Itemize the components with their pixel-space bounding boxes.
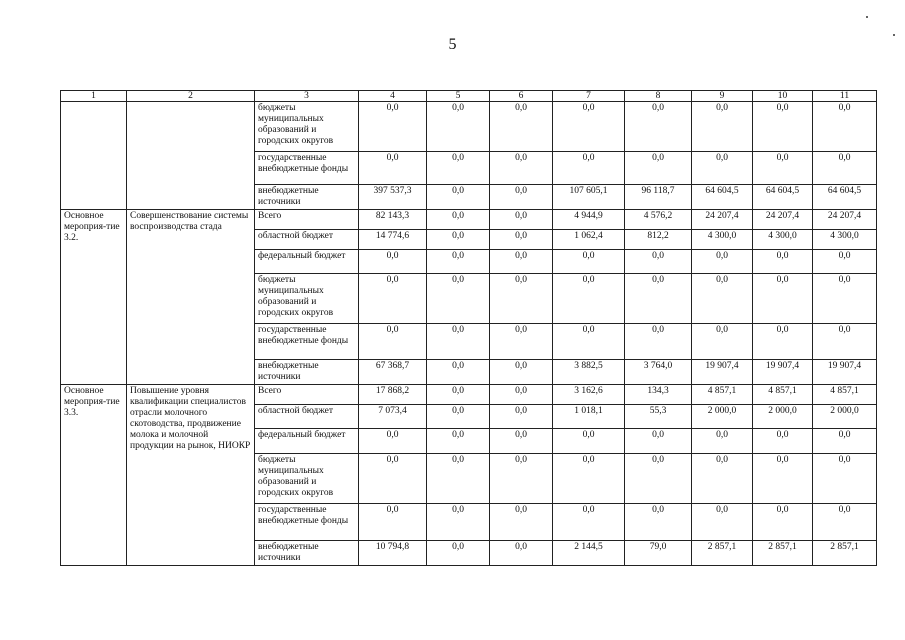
amount-cell: 397 537,3 [359,185,427,210]
page-number: 5 [448,36,457,53]
amount-cell: 4 300,0 [692,230,753,250]
amount-cell: 0,0 [753,250,813,274]
event-name-cell: Повышение уровня квалификации специалистов отрасли молочного скотоводства, продвижение молока и молочной продукции на рынок, НИОКР [127,385,255,566]
amount-cell: 0,0 [813,429,877,454]
amount-cell: 812,2 [625,230,692,250]
amount-cell: 0,0 [753,429,813,454]
amount-cell: 4 857,1 [692,385,753,405]
amount-cell: 0,0 [813,250,877,274]
amount-cell: 0,0 [553,454,625,504]
amount-cell: 0,0 [490,541,553,566]
amount-cell: 134,3 [625,385,692,405]
amount-cell: 0,0 [490,152,553,185]
amount-cell: 0,0 [427,230,490,250]
amount-cell: 79,0 [625,541,692,566]
amount-cell: 0,0 [813,504,877,541]
amount-cell: 19 907,4 [692,360,753,385]
amount-cell: 0,0 [490,210,553,230]
amount-cell: 0,0 [427,274,490,324]
funding-source-cell: Всего [255,385,359,405]
funding-source-cell: государственные внебюджетные фонды [255,152,359,185]
event-code-cell [61,102,127,210]
amount-cell: 107 605,1 [553,185,625,210]
amount-cell: 0,0 [490,102,553,152]
amount-cell: 64 604,5 [813,185,877,210]
amount-cell: 0,0 [359,429,427,454]
amount-cell: 0,0 [692,152,753,185]
amount-cell: 0,0 [625,152,692,185]
amount-cell: 0,0 [359,324,427,360]
header-row [61,91,877,102]
header-cell: 3 [255,91,359,102]
amount-cell: 0,0 [490,230,553,250]
funding-source-cell: областной бюджет [255,405,359,429]
amount-cell: 2 144,5 [553,541,625,566]
amount-cell: 67 368,7 [359,360,427,385]
amount-cell: 0,0 [359,504,427,541]
funding-source-cell: федеральный бюджет [255,429,359,454]
amount-cell: 82 143,3 [359,210,427,230]
amount-cell: 24 207,4 [753,210,813,230]
amount-cell: 0,0 [753,504,813,541]
amount-cell: 4 300,0 [753,230,813,250]
header-cell: 2 [127,91,255,102]
amount-cell: 0,0 [753,324,813,360]
header-cell: 10 [753,91,813,102]
funding-source-cell: внебюджетные источники [255,185,359,210]
amount-cell: 0,0 [427,102,490,152]
amount-cell: 0,0 [553,102,625,152]
amount-cell: 2 857,1 [813,541,877,566]
amount-cell: 0,0 [625,274,692,324]
amount-cell: 0,0 [692,324,753,360]
amount-cell: 14 774,6 [359,230,427,250]
amount-cell: 0,0 [753,152,813,185]
amount-cell: 0,0 [692,454,753,504]
amount-cell: 4 857,1 [813,385,877,405]
amount-cell: 0,0 [427,210,490,230]
funding-source-cell: федеральный бюджет [255,250,359,274]
amount-cell: 0,0 [427,504,490,541]
amount-cell: 0,0 [490,454,553,504]
budget-table [60,90,877,566]
funding-source-cell: областной бюджет [255,230,359,250]
amount-cell: 4 857,1 [753,385,813,405]
amount-cell: 4 576,2 [625,210,692,230]
amount-cell: 0,0 [813,324,877,360]
amount-cell: 0,0 [753,274,813,324]
amount-cell: 0,0 [553,250,625,274]
header-cell: 5 [427,91,490,102]
amount-cell: 4 300,0 [813,230,877,250]
amount-cell: 0,0 [427,405,490,429]
amount-cell: 19 907,4 [813,360,877,385]
header-cell: 1 [61,91,127,102]
amount-cell: 0,0 [490,250,553,274]
amount-cell: 2 857,1 [753,541,813,566]
header-cell: 9 [692,91,753,102]
amount-cell: 0,0 [427,185,490,210]
header-cell: 4 [359,91,427,102]
amount-cell: 0,0 [490,185,553,210]
amount-cell: 0,0 [427,541,490,566]
event-code-cell: Основное мероприя-тие 3.3. [61,385,127,566]
amount-cell: 0,0 [553,152,625,185]
amount-cell: 19 907,4 [753,360,813,385]
amount-cell: 0,0 [427,429,490,454]
amount-cell: 0,0 [692,102,753,152]
amount-cell: 0,0 [427,324,490,360]
scan-speck [866,16,868,18]
header-cell: 7 [553,91,625,102]
amount-cell: 2 000,0 [753,405,813,429]
amount-cell: 0,0 [753,102,813,152]
amount-cell: 1 018,1 [553,405,625,429]
amount-cell: 2 000,0 [813,405,877,429]
amount-cell: 0,0 [427,360,490,385]
funding-source-cell: государственные внебюджетные фонды [255,504,359,541]
amount-cell: 0,0 [625,102,692,152]
table-row [61,102,877,152]
amount-cell: 0,0 [625,454,692,504]
amount-cell: 10 794,8 [359,541,427,566]
amount-cell: 0,0 [692,250,753,274]
amount-cell: 96 118,7 [625,185,692,210]
table-row [61,385,877,405]
amount-cell: 0,0 [490,324,553,360]
amount-cell: 4 944,9 [553,210,625,230]
amount-cell: 0,0 [553,324,625,360]
funding-source-cell: Всего [255,210,359,230]
amount-cell: 0,0 [813,102,877,152]
amount-cell: 0,0 [490,274,553,324]
amount-cell: 2 857,1 [692,541,753,566]
amount-cell: 0,0 [813,454,877,504]
amount-cell: 0,0 [427,385,490,405]
amount-cell: 0,0 [359,102,427,152]
amount-cell: 3 882,5 [553,360,625,385]
event-name-cell [127,102,255,210]
amount-cell: 24 207,4 [813,210,877,230]
amount-cell: 24 207,4 [692,210,753,230]
amount-cell: 0,0 [427,250,490,274]
amount-cell: 3 764,0 [625,360,692,385]
amount-cell: 1 062,4 [553,230,625,250]
amount-cell: 0,0 [427,152,490,185]
amount-cell: 0,0 [359,454,427,504]
header-cell: 6 [490,91,553,102]
amount-cell: 0,0 [553,504,625,541]
amount-cell: 0,0 [692,274,753,324]
amount-cell: 0,0 [553,274,625,324]
amount-cell: 2 000,0 [692,405,753,429]
amount-cell: 64 604,5 [753,185,813,210]
amount-cell: 7 073,4 [359,405,427,429]
amount-cell: 0,0 [490,360,553,385]
amount-cell: 55,3 [625,405,692,429]
amount-cell: 0,0 [553,429,625,454]
funding-source-cell: бюджеты муниципальных образований и городских округов [255,454,359,504]
amount-cell: 0,0 [359,152,427,185]
amount-cell: 0,0 [359,250,427,274]
amount-cell: 64 604,5 [692,185,753,210]
header-cell: 8 [625,91,692,102]
scan-speck [893,34,895,36]
amount-cell: 0,0 [625,324,692,360]
amount-cell: 0,0 [490,429,553,454]
header-cell: 11 [813,91,877,102]
amount-cell: 0,0 [490,405,553,429]
amount-cell: 0,0 [625,504,692,541]
amount-cell: 0,0 [625,250,692,274]
amount-cell: 0,0 [490,385,553,405]
amount-cell: 0,0 [813,274,877,324]
amount-cell: 3 162,6 [553,385,625,405]
event-name-cell: Совершенствование системы воспроизводства стада [127,210,255,385]
amount-cell: 0,0 [692,429,753,454]
amount-cell: 0,0 [359,274,427,324]
funding-source-cell: государственные внебюджетные фонды [255,324,359,360]
amount-cell: 0,0 [490,504,553,541]
amount-cell: 0,0 [692,504,753,541]
amount-cell: 0,0 [753,454,813,504]
funding-source-cell: внебюджетные источники [255,360,359,385]
amount-cell: 0,0 [813,152,877,185]
event-code-cell: Основное мероприя-тие 3.2. [61,210,127,385]
amount-cell: 0,0 [625,429,692,454]
amount-cell: 17 868,2 [359,385,427,405]
funding-source-cell: бюджеты муниципальных образований и городских округов [255,274,359,324]
table-row [61,210,877,230]
funding-source-cell: бюджеты муниципальных образований и городских округов [255,102,359,152]
funding-source-cell: внебюджетные источники [255,541,359,566]
amount-cell: 0,0 [427,454,490,504]
